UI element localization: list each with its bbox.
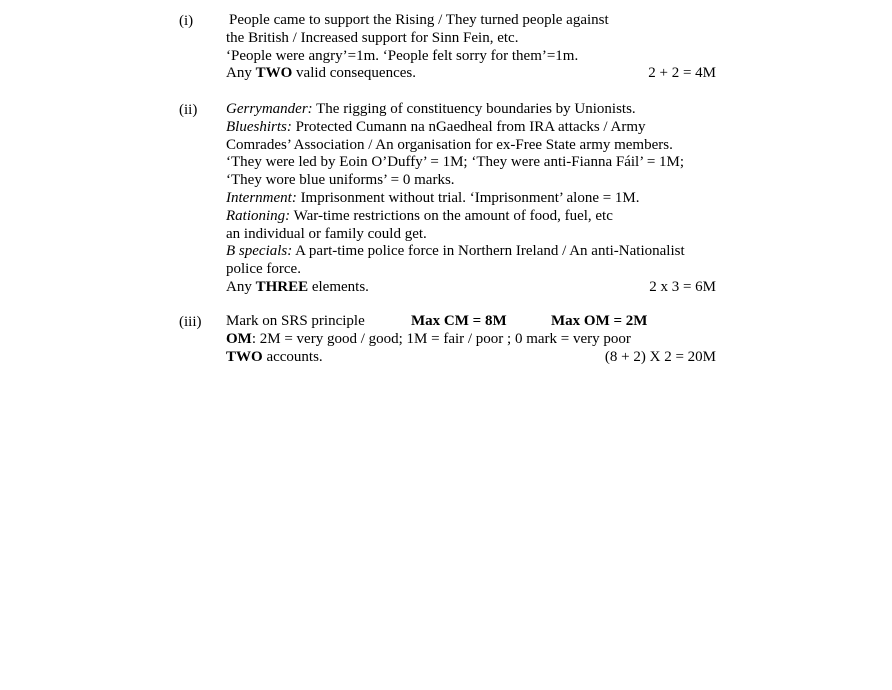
text-line — [226, 331, 716, 349]
max-om: Max OM = 2M — [551, 313, 648, 329]
emphasis: THREE — [255, 278, 309, 295]
definition: Protected Cumann na nGaedheal from IRA attacks / Army — [291, 118, 646, 135]
term: Internment: — [226, 189, 297, 206]
item-number: (iii) — [179, 314, 202, 330]
text-line: People came to support the Rising / They turned people against — [229, 12, 609, 28]
om-label: OM — [226, 330, 252, 347]
text: accounts. — [262, 348, 323, 365]
definition: War-time restrictions on the amount of food, fuel, etc — [290, 207, 613, 224]
emphasis: TWO — [255, 65, 293, 82]
text-line — [226, 190, 716, 208]
emphasis: TWO — [226, 348, 263, 365]
text-line — [226, 119, 716, 137]
marks-allocation: 2 x 3 = 6M — [649, 278, 716, 295]
term: Rationing: — [226, 207, 291, 224]
marks-allocation: (8 + 2) X 2 = 20M — [604, 348, 716, 365]
marks-allocation: 2 + 2 = 4M — [648, 65, 716, 82]
item-number: (i) — [179, 13, 194, 29]
text-line: an individual or family could get. — [226, 225, 427, 242]
text-line: the British / Increased support for Sinn Fein, etc. — [226, 29, 519, 46]
text: Any — [226, 278, 256, 295]
text-line — [226, 349, 716, 367]
item-body — [226, 313, 716, 366]
definition: The rigging of constituency boundaries by Unionists. — [312, 101, 636, 117]
text-line: police force. — [226, 261, 301, 278]
text-line: Comrades’ Association / An organisation for ex-Free State army members. — [226, 136, 673, 153]
term: B specials: — [226, 243, 293, 260]
item-body — [226, 12, 716, 83]
om-scale: : 2M = very good / good; 1M = fair / poor ; 0 mark = very poor — [251, 330, 631, 347]
term: Gerrymander: — [226, 101, 313, 117]
text-line — [226, 65, 716, 83]
text-line: ‘They were led by Eoin O’Duffy’ = 1M; ‘They were anti-Fianna Fáil’ = 1M; — [226, 154, 685, 171]
max-cm: Max CM = 8M — [411, 313, 507, 329]
text-line: ‘People were angry’=1m. ‘People felt sorry for them’=1m. — [226, 47, 579, 64]
text-line — [226, 279, 716, 297]
text: elements. — [308, 278, 369, 295]
definition: Imprisonment without trial. ‘Imprisonment’ alone = 1M. — [296, 189, 640, 206]
srs-principle: Mark on SRS principle — [226, 313, 365, 329]
text: Any — [226, 65, 256, 82]
text-line: ‘They wore blue uniforms’ = 0 marks. — [226, 172, 455, 189]
item-number: (ii) — [179, 102, 198, 118]
text-line — [226, 208, 716, 226]
text-line — [226, 101, 716, 119]
item-body — [226, 101, 716, 297]
definition: A part-time police force in Northern Ireland / An anti-Nationalist — [292, 243, 685, 260]
term: Blueshirts: — [226, 118, 292, 135]
text-line — [226, 243, 716, 261]
text: valid consequences. — [292, 65, 416, 82]
text-line — [226, 313, 716, 331]
